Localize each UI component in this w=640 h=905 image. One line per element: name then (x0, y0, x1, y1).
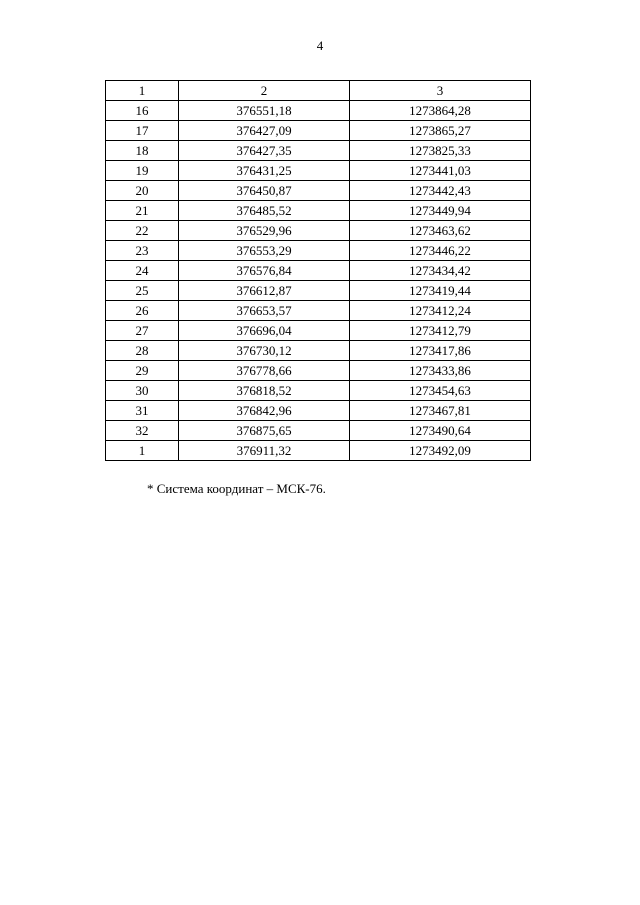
cell-x-coordinate: 376551,18 (179, 101, 350, 121)
cell-point-number: 31 (106, 401, 179, 421)
table-row (106, 241, 531, 261)
cell-point-number: 16 (106, 101, 179, 121)
cell-x-coordinate: 376529,96 (179, 221, 350, 241)
cell-y-coordinate: 1273412,79 (350, 321, 531, 341)
cell-y-coordinate: 1273446,22 (350, 241, 531, 261)
cell-point-number: 21 (106, 201, 179, 221)
cell-y-coordinate: 1273412,24 (350, 301, 531, 321)
cell-point-number: 32 (106, 421, 179, 441)
table-row (106, 381, 531, 401)
cell-x-coordinate: 376427,09 (179, 121, 350, 141)
cell-point-number: 1 (106, 441, 179, 461)
cell-x-coordinate: 376431,25 (179, 161, 350, 181)
cell-y-coordinate: 1273441,03 (350, 161, 531, 181)
cell-y-coordinate: 1273865,27 (350, 121, 531, 141)
cell-y-coordinate: 1273419,44 (350, 281, 531, 301)
cell-x-coordinate: 376778,66 (179, 361, 350, 381)
cell-point-number: 25 (106, 281, 179, 301)
column-header-x: 2 (179, 81, 350, 101)
cell-x-coordinate: 376875,65 (179, 421, 350, 441)
table-row (106, 301, 531, 321)
table-row (106, 161, 531, 181)
table-row (106, 261, 531, 281)
table-row (106, 341, 531, 361)
cell-point-number: 20 (106, 181, 179, 201)
cell-y-coordinate: 1273417,86 (350, 341, 531, 361)
cell-point-number: 30 (106, 381, 179, 401)
cell-point-number: 28 (106, 341, 179, 361)
column-header-point: 1 (106, 81, 179, 101)
cell-x-coordinate: 376553,29 (179, 241, 350, 261)
cell-x-coordinate: 376911,32 (179, 441, 350, 461)
cell-x-coordinate: 376485,52 (179, 201, 350, 221)
table-row (106, 221, 531, 241)
cell-y-coordinate: 1273454,63 (350, 381, 531, 401)
cell-x-coordinate: 376450,87 (179, 181, 350, 201)
cell-point-number: 29 (106, 361, 179, 381)
cell-x-coordinate: 376612,87 (179, 281, 350, 301)
cell-x-coordinate: 376730,12 (179, 341, 350, 361)
page-number: 4 (316, 38, 324, 53)
cell-y-coordinate: 1273864,28 (350, 101, 531, 121)
cell-x-coordinate: 376842,96 (179, 401, 350, 421)
cell-y-coordinate: 1273463,62 (350, 221, 531, 241)
table-header (106, 81, 531, 101)
cell-y-coordinate: 1273442,43 (350, 181, 531, 201)
table-body (106, 101, 531, 461)
cell-point-number: 17 (106, 121, 179, 141)
cell-y-coordinate: 1273434,42 (350, 261, 531, 281)
cell-x-coordinate: 376818,52 (179, 381, 350, 401)
table-row (106, 201, 531, 221)
coordinates-table (105, 80, 531, 461)
cell-y-coordinate: 1273449,94 (350, 201, 531, 221)
cell-x-coordinate: 376576,84 (179, 261, 350, 281)
table-row (106, 361, 531, 381)
table-row (106, 121, 531, 141)
table-header-row (106, 81, 531, 101)
cell-point-number: 27 (106, 321, 179, 341)
cell-y-coordinate: 1273490,64 (350, 421, 531, 441)
cell-point-number: 26 (106, 301, 179, 321)
table-row (106, 181, 531, 201)
table-row (106, 101, 531, 121)
cell-y-coordinate: 1273825,33 (350, 141, 531, 161)
table-row (106, 141, 531, 161)
cell-y-coordinate: 1273433,86 (350, 361, 531, 381)
cell-point-number: 23 (106, 241, 179, 261)
table-row (106, 401, 531, 421)
footnote: * Система координат – МСК-76. (147, 481, 326, 496)
table-row (106, 441, 531, 461)
cell-point-number: 18 (106, 141, 179, 161)
column-header-y: 3 (350, 81, 531, 101)
cell-x-coordinate: 376653,57 (179, 301, 350, 321)
cell-x-coordinate: 376696,04 (179, 321, 350, 341)
cell-x-coordinate: 376427,35 (179, 141, 350, 161)
cell-y-coordinate: 1273492,09 (350, 441, 531, 461)
cell-point-number: 24 (106, 261, 179, 281)
cell-point-number: 22 (106, 221, 179, 241)
cell-y-coordinate: 1273467,81 (350, 401, 531, 421)
cell-point-number: 19 (106, 161, 179, 181)
table-row (106, 421, 531, 441)
table-row (106, 281, 531, 301)
table-row (106, 321, 531, 341)
